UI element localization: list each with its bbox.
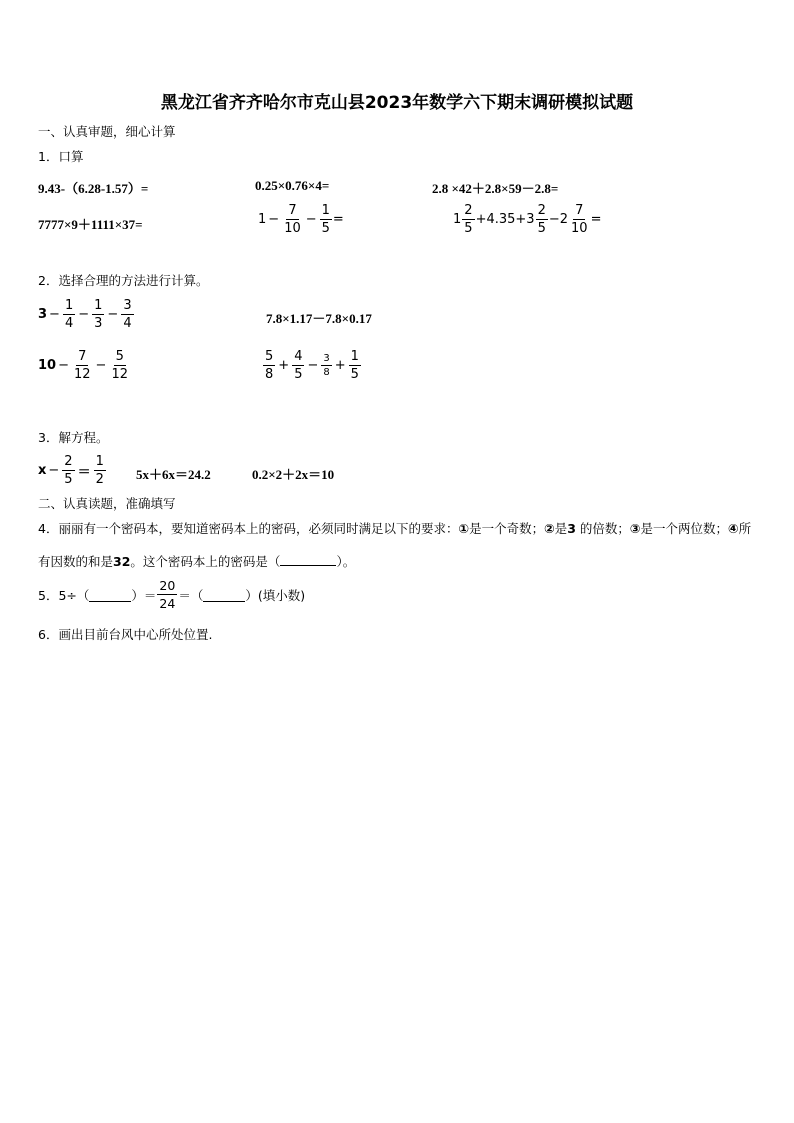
numerator: 7 bbox=[78, 349, 87, 364]
q5-lead: 5．5÷（ bbox=[38, 587, 90, 603]
denominator: 24 bbox=[159, 596, 176, 611]
q5-eq2: ＝（ bbox=[178, 587, 204, 603]
denominator: 10 bbox=[284, 221, 301, 236]
numerator: 1 bbox=[64, 298, 74, 313]
numerator: 1 bbox=[321, 203, 330, 218]
numerator: 4 bbox=[294, 349, 303, 364]
circled-1: ① bbox=[458, 521, 470, 536]
q5-line bbox=[38, 578, 305, 611]
minus-sign: − bbox=[48, 463, 60, 478]
equals-sign: ＝ bbox=[77, 465, 91, 480]
answer-blank[interactable] bbox=[89, 587, 131, 602]
minus-sign: − bbox=[107, 307, 119, 322]
denominator: 8 bbox=[323, 367, 330, 378]
whole-part: 1 bbox=[453, 212, 462, 227]
plus-sign: + bbox=[334, 358, 346, 373]
equals-sign: = bbox=[590, 212, 602, 227]
q1-expr-2: 0.25×0.76×4= bbox=[255, 178, 330, 193]
minus-whole: −2 bbox=[548, 212, 569, 227]
q4-number-3: 3 bbox=[567, 521, 576, 536]
q4-question: 。这个密码本上的密码是（ bbox=[130, 554, 281, 569]
equals-sign: = bbox=[332, 212, 344, 227]
fraction bbox=[320, 203, 332, 236]
q3-equation-3: 0.2×2＋2x＝10 bbox=[252, 467, 335, 482]
q2-expr-2: 7.8×1.17－7.8×0.17 bbox=[266, 311, 372, 326]
fraction bbox=[462, 203, 474, 236]
section-1-heading: 一、认真审题，细心计算 bbox=[38, 124, 176, 139]
numerator: 2 bbox=[464, 203, 473, 218]
denominator: 5 bbox=[294, 367, 303, 382]
minus-sign: − bbox=[49, 307, 60, 322]
q6-text: 6．画出目前台风中心所处位置. bbox=[38, 627, 213, 642]
numerator: 2 bbox=[537, 203, 546, 218]
denominator: 12 bbox=[111, 367, 128, 382]
numerator: 2 bbox=[64, 454, 73, 469]
numerator: 1 bbox=[95, 454, 104, 469]
q1-expr-1: 9.43-（6.28-1.57）= bbox=[38, 181, 149, 196]
q3-equation-2: 5x＋6x＝24.2 bbox=[136, 467, 211, 482]
denominator: 5 bbox=[321, 221, 330, 236]
numerator: 7 bbox=[575, 203, 584, 218]
denominator: 10 bbox=[571, 221, 588, 236]
fraction bbox=[94, 454, 106, 487]
fraction bbox=[62, 454, 74, 487]
q4-text bbox=[38, 512, 760, 578]
denominator: 3 bbox=[94, 316, 103, 331]
q4-close: ）。 bbox=[336, 554, 356, 569]
fraction bbox=[292, 349, 304, 382]
q2-expr-4 bbox=[262, 349, 362, 382]
q4-cond-3: 是一个两位数； bbox=[640, 521, 728, 536]
circled-3: ③ bbox=[629, 521, 641, 536]
denominator: 12 bbox=[74, 367, 91, 382]
numerator: 7 bbox=[288, 203, 297, 218]
fraction bbox=[321, 353, 331, 378]
q1-label: 1．口算 bbox=[38, 149, 84, 164]
q4-cond-2a: 是 bbox=[554, 521, 568, 536]
minus-sign: − bbox=[305, 212, 317, 227]
circled-2: ② bbox=[544, 521, 555, 536]
q5-tail: ）(填小数) bbox=[245, 587, 306, 603]
fraction bbox=[349, 349, 361, 382]
q4-number-32: 32 bbox=[113, 554, 131, 569]
denominator: 2 bbox=[95, 472, 104, 487]
denominator: 4 bbox=[64, 316, 74, 331]
q4-cond-2b: 的倍数； bbox=[575, 521, 630, 536]
numerator: 3 bbox=[323, 353, 330, 364]
fraction bbox=[263, 349, 275, 382]
q1-expr-6 bbox=[453, 203, 601, 236]
q1-expr-5 bbox=[258, 203, 344, 236]
q5-mid: ）＝ bbox=[131, 587, 157, 603]
fraction bbox=[282, 203, 303, 236]
q1-expr-5-lead: 1 bbox=[258, 212, 267, 227]
fraction bbox=[157, 578, 177, 611]
numerator: 3 bbox=[123, 298, 132, 313]
fraction bbox=[92, 298, 104, 331]
fraction bbox=[72, 349, 93, 382]
q2-expr-3 bbox=[38, 349, 131, 382]
denominator: 5 bbox=[350, 367, 359, 382]
numerator: 5 bbox=[265, 349, 274, 364]
fraction bbox=[121, 298, 133, 331]
q2-expr-1 bbox=[38, 298, 135, 331]
minus-sign: − bbox=[58, 358, 69, 373]
denominator: 5 bbox=[64, 472, 73, 487]
answer-blank[interactable] bbox=[203, 587, 245, 602]
fraction bbox=[536, 203, 548, 236]
q1-expr-3: 2.8 ×42＋2.8×59－2.8= bbox=[432, 181, 559, 196]
q1-expr-4: 7777×9＋1111×37= bbox=[38, 217, 143, 232]
lead-number: 10 bbox=[38, 358, 57, 373]
minus-sign: − bbox=[78, 307, 90, 322]
fraction bbox=[63, 298, 75, 331]
lead-number: 3 bbox=[38, 307, 48, 322]
denominator: 5 bbox=[537, 221, 546, 236]
minus-sign: − bbox=[268, 212, 280, 227]
section-2-heading: 二、认真读题，准确填写 bbox=[38, 496, 176, 511]
q3-label: 3．解方程。 bbox=[38, 430, 109, 445]
numerator: 20 bbox=[159, 578, 176, 593]
plus-sign: + bbox=[278, 358, 290, 373]
page-title: 黑龙江省齐齐哈尔市克山县2023年数学六下期末调研模拟试题 bbox=[160, 93, 634, 113]
circled-4: ④ bbox=[727, 521, 739, 536]
q3-equation-1 bbox=[38, 454, 107, 487]
q4-cond-4: 所有因数的和是 bbox=[38, 521, 752, 569]
q2-label: 2．选择合理的方法进行计算。 bbox=[38, 273, 209, 288]
minus-sign: − bbox=[95, 358, 107, 373]
q4-intro: 4．丽丽有一个密码本，要知道密码本上的密码，必须同时满足以下的要求： bbox=[38, 521, 459, 536]
numerator: 5 bbox=[115, 349, 124, 364]
fraction bbox=[569, 203, 590, 236]
denominator: 5 bbox=[464, 221, 473, 236]
numerator: 1 bbox=[350, 349, 359, 364]
q4-cond-1: 是一个奇数； bbox=[469, 521, 545, 536]
middle-term: +4.35+3 bbox=[475, 212, 535, 227]
minus-sign: − bbox=[307, 358, 319, 373]
numerator: 1 bbox=[94, 298, 103, 313]
denominator: 4 bbox=[123, 316, 132, 331]
variable-x: x bbox=[38, 463, 47, 478]
denominator: 8 bbox=[265, 367, 274, 382]
answer-blank[interactable] bbox=[280, 565, 336, 566]
fraction bbox=[109, 349, 130, 382]
